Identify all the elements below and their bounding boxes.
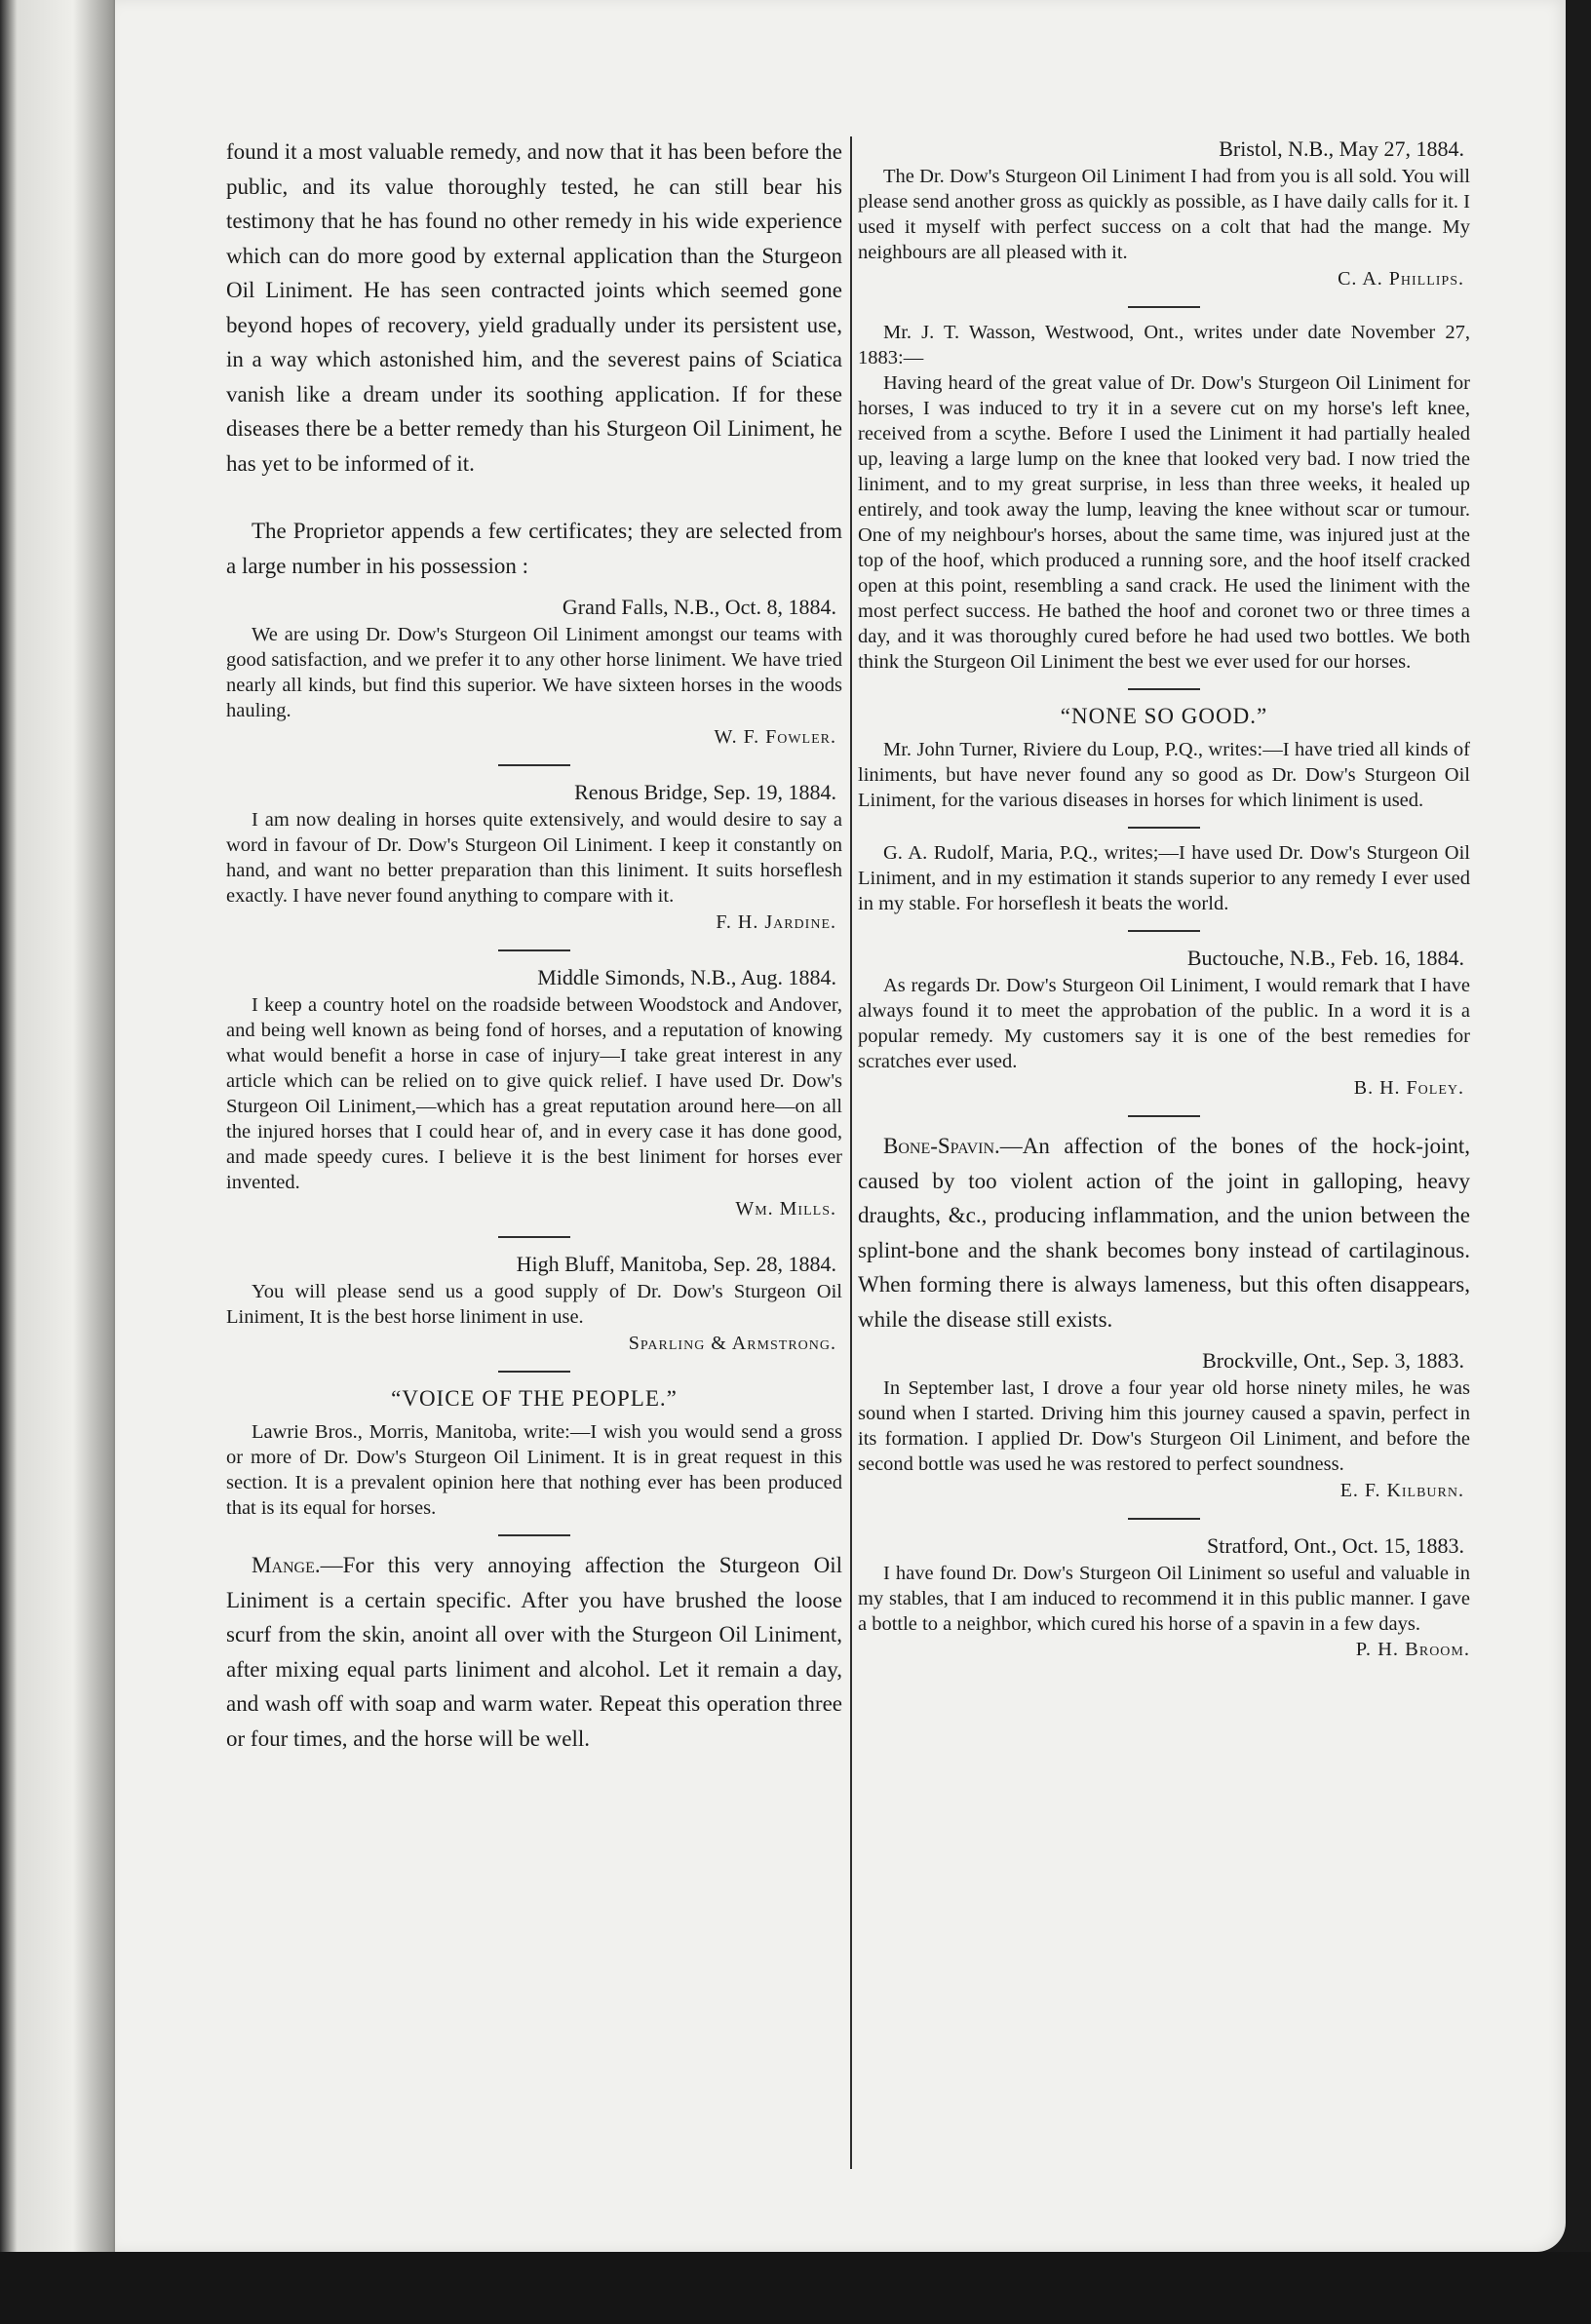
testimonial-place: Middle Simonds, N.B., Aug. 1884. bbox=[537, 965, 836, 989]
column-divider bbox=[850, 136, 852, 2169]
wasson-body: Having heard of the great value of Dr. Dow's Sturgeon Oil Liniment for horses, I was induced to try it in a severe cut on my horse's left knee, received from a scythe. Before I used the Liniment it had partially healed up, leaving a large lump on the knee that looked very bad. I now tried the liniment, and to my great surprise, in less than three weeks, it healed up entirely, and took away the lump, leaving the knee without scar or tumour. One of my neighbour's horses, about the same time, was injured just at the top of the hoof, which produced a running sore, and the hoof itself cracked open at this point, resembling a sand crack. He used the liniment with the most perfect success. He bathed the hoof and coronet two or three times a day, and it was thoroughly cured before he had used two bottles. We both think the Sturgeon Oil Liniment the best we ever used for our horses. bbox=[858, 372, 1470, 673]
mange-text: —For this very annoying affection the Sturgeon Oil Liniment is a certain specific. After you have brushed the loose scurf from the skin, anoint all over with the Sturgeon Oil Liniment, after mixing equal parts liniment and alcohol. Let it remain a day, and wash off with soap and warm water. Repeat this operation three or four times, and the horse will be well. bbox=[226, 1553, 842, 1751]
testimonial-text: I keep a country hotel on the roadside between Woodstock and Andover, and being well known as being fond of horses, and a reputation of knowing what would benefit a horse in case of injury—I take great interest in any article which can be relied on to give quick relief. I have used Dr. Dow's Sturgeon Oil Liniment,—which has a great reputation around here—on all the injured horses that I could hear of, and in every case it has done good, and made speedy cures. I believe it is the best liniment for horses ever invented. bbox=[226, 994, 842, 1193]
section-rule bbox=[1128, 306, 1200, 308]
section-rule bbox=[1128, 827, 1200, 829]
testimonial-place: High Bluff, Manitoba, Sep. 28, 1884. bbox=[516, 1252, 836, 1276]
turner-text: Mr. John Turner, Riviere du Loup, P.Q., writes:—I have tried all kinds of liniments, but have never found any so good as Dr. Dow's Sturgeon Oil Liniment, for the various diseases in horses for which liniment is used. bbox=[858, 739, 1470, 811]
left-column bbox=[226, 135, 842, 1756]
voice-heading: “VOICE OF THE PEOPLE.” bbox=[391, 1386, 678, 1411]
testimonial-text: In September last, I drove a four year old horse ninety miles, he was sound when I started. Driving him this journey caused a spavin, perfect in its formation. I applied Dr. Dow's Sturgeon Oil Liniment, and before the second bottle was used he was restored to perfect soundness. bbox=[858, 1377, 1470, 1475]
mange-title: Mange. bbox=[252, 1553, 321, 1577]
section-rule bbox=[498, 1371, 570, 1373]
testimonial-place: Brockville, Ont., Sep. 3, 1883. bbox=[1202, 1348, 1464, 1373]
testimonial-signature: B. H. Foley. bbox=[1353, 1077, 1464, 1099]
binding-edge bbox=[0, 0, 122, 2324]
testimonial-text: I am now dealing in horses quite extensively, and would desire to say a word in favour of Dr. Dow's Sturgeon Oil Liniment. I keep it constantly on hand, and want no better preparation than this liniment. It suits horseflesh exactly. I have never found anything to compare with it. bbox=[226, 809, 842, 907]
section-rule bbox=[1128, 688, 1200, 690]
testimonial-place: Renous Bridge, Sep. 19, 1884. bbox=[574, 780, 836, 804]
testimonial-signature: P. H. Broom. bbox=[1355, 1639, 1470, 1660]
certificates-intro: The Proprietor appends a few certificates; they are selected from a large number in his possession : bbox=[226, 519, 842, 578]
voice-text: Lawrie Bros., Morris, Manitoba, write:—I wish you would send a gross or more of Dr. Dow's Sturgeon Oil Liniment. It is in great request in this section. It is a prevalent opinion here that nothing ever has been produced that is its equal for horses. bbox=[226, 1421, 842, 1519]
none-heading: “NONE SO GOOD.” bbox=[1060, 704, 1268, 728]
testimonial-text: You will please send us a good supply of Dr. Dow's Sturgeon Oil Liniment, It is the best horse liniment in use. bbox=[226, 1281, 842, 1328]
testimonial-place: Stratford, Ont., Oct. 15, 1883. bbox=[1207, 1533, 1464, 1558]
mange-paragraph bbox=[226, 1548, 842, 1756]
testimonial-text bbox=[858, 1561, 1470, 1660]
testimonial-signature: Wm. Mills. bbox=[735, 1198, 836, 1220]
testimonial-signature: W. F. Fowler. bbox=[714, 726, 836, 748]
right-column bbox=[858, 135, 1470, 1662]
spavin-paragraph bbox=[858, 1129, 1470, 1336]
testimonial-text: As regards Dr. Dow's Sturgeon Oil Liniment, I would remark that I have always found it to meet the approbation of the public. In a word it is a popular remedy. My customers say it is one of the best remedies for scratches ever used. bbox=[858, 975, 1470, 1072]
wasson-intro: Mr. J. T. Wasson, Westwood, Ont., writes under date November 27, 1883:— bbox=[858, 322, 1470, 368]
testimonial-text: We are using Dr. Dow's Sturgeon Oil Liniment amongst our teams with good satisfaction, and we prefer it to any other horse liniment. We have tried nearly all kinds, but find this superior. We have sixteen horses in the woods hauling. bbox=[226, 624, 842, 721]
section-rule bbox=[1128, 1115, 1200, 1117]
scan-border bbox=[0, 2252, 1591, 2324]
section-rule bbox=[498, 949, 570, 951]
section-rule bbox=[498, 1534, 570, 1536]
testimonial-signature: C. A. Phillips. bbox=[1338, 268, 1464, 290]
section-rule bbox=[498, 764, 570, 766]
spavin-text: —An affection of the bones of the hock-joint, caused by too violent action of the joint in galloping, heavy draughts, &c., producing inflammation, and the union between the splint-bone and the shank becomes bony instead of cartilaginous. When forming there is always lameness, but this often disappears, while the disease still exists. bbox=[858, 1134, 1470, 1332]
intro-paragraph: found it a most valuable remedy, and now that it has been before the public, and its value thoroughly tested, he can still bear his testimony that he has found no other remedy in his wide experience which can do more good by external application than the Sturgeon Oil Liniment. He has seen contracted joints which seemed gone beyond hopes of recovery, yield gradually under its persistent use, in a way which astonished him, and the severest pains of Sciatica vanish like a dream under its soothing application. If for these diseases there be a better remedy than his Sturgeon Oil Liniment, he has yet to be informed of it. bbox=[226, 139, 842, 476]
testimonial-place: Bristol, N.B., May 27, 1884. bbox=[1219, 136, 1464, 161]
stratford-text: I have found Dr. Dow's Sturgeon Oil Liniment so useful and valuable in my stables, that I am induced to recommend it in this public manner. I gave a bottle to a neighbor, which cured his horse of a spavin in a few days. bbox=[858, 1563, 1470, 1635]
testimonial-text: The Dr. Dow's Sturgeon Oil Liniment I had from you is all sold. You will please send another gross as quickly as possible, as I have daily calls for it. I used it myself with perfect success on a colt that had the mange. My neighbours are all pleased with it. bbox=[858, 166, 1470, 263]
rudolf-text: G. A. Rudolf, Maria, P.Q., writes;—I have used Dr. Dow's Sturgeon Oil Liniment, and in my estimation it stands superior to any remedy I ever used in my stable. For horseflesh it beats the world. bbox=[858, 842, 1470, 914]
spavin-title: Bone-Spavin. bbox=[883, 1134, 1000, 1158]
testimonial-place: Grand Falls, N.B., Oct. 8, 1884. bbox=[562, 595, 836, 619]
testimonial-signature: F. H. Jardine. bbox=[716, 911, 836, 933]
testimonial-signature: Sparling & Armstrong. bbox=[628, 1333, 836, 1354]
testimonial-place: Buctouche, N.B., Feb. 16, 1884. bbox=[1186, 946, 1464, 970]
section-rule bbox=[498, 1236, 570, 1238]
section-rule bbox=[1128, 930, 1200, 932]
testimonial-signature: E. F. Kilburn. bbox=[1339, 1480, 1464, 1501]
section-rule bbox=[1128, 1518, 1200, 1520]
